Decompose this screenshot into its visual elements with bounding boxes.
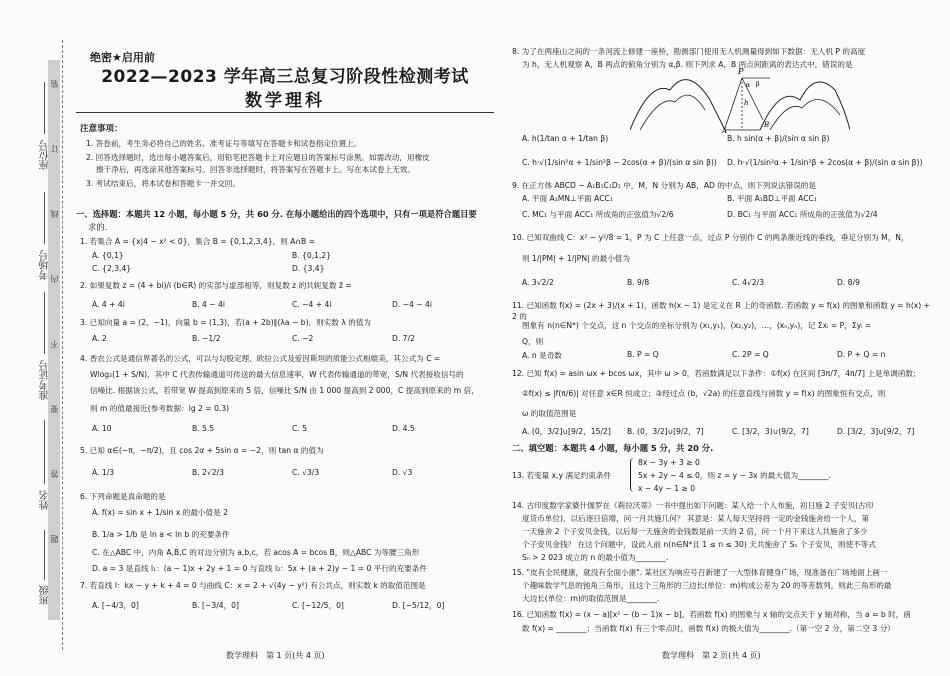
q1-option-b: B. {0,1,2}	[292, 251, 332, 260]
notes-heading: 注意事项：	[80, 124, 123, 134]
q4-option-d: D. 4.5	[392, 424, 415, 433]
q1-option-a: A. {0,1}	[92, 251, 124, 260]
question-4-stem-cont: 则 m 的值最接近(参考数据：lg 2 = 0.3)	[90, 404, 230, 413]
note-item: 3. 考试结束后，将本试卷和答题卡一并交回。	[86, 179, 240, 188]
note-item: 2. 回答选择题时，选出每小题答案后，用铅笔把答题卡上对应题目的答案标号涂黑。如需改动，用橡皮	[86, 153, 430, 162]
bar-label: 要	[50, 405, 59, 413]
question-13-stem: 13. 若变量 x,y 满足约束条件	[512, 471, 612, 480]
bar-label: 内	[50, 275, 59, 283]
q12-option-d: D. [3/2，3]∪[9/2，7]	[837, 427, 915, 436]
q4-option-c: C. 5	[292, 424, 307, 433]
q3-option-b: B. −1/2	[192, 334, 221, 343]
fig-label-a: A	[722, 127, 728, 134]
fig-label-p: P	[738, 67, 744, 76]
field-label-name: 姓名	[40, 490, 51, 510]
q10-option-c: C. 4√2/3	[732, 278, 765, 287]
field-line	[44, 82, 45, 134]
q8-option-a: A. h(1/tan α + 1/tan β)	[522, 134, 609, 143]
note-item: 1. 答卷前，考生务必将自己的姓名、准考证号等填写在答题卡和试卷指定位置上。	[86, 139, 362, 148]
q6-option-d: D. a = 3 是直线 l₁：(a − 1)x + 2y + 1 = 0 与直线 l₂：5x + (a + 2)y − 1 = 0 平行的充要条件	[92, 564, 427, 573]
question-12-stem: 12. 已知 f(x) = asin ωx + bcos ωx，其中 ω > 0，若函数满足以下条件：①f(x) 在区间 [3π/7，4π/7] 上是单调函数；	[512, 369, 921, 378]
q8-option-d: D. h·√(1/sin²α + 1/sin²β + 2cos(α + β)/(sin α sin β))	[727, 158, 923, 167]
bar-label: 题	[50, 535, 59, 543]
q2-option-b: B. 4 − 4i	[192, 300, 226, 309]
question-10-stem: 10. 已知双曲线 C：x² − y²/8 = 1，P 为 C 上任意一点，过点 P 分别作 C 的两条渐近线的垂线，垂足分别为 M，N，	[512, 233, 909, 242]
question-12-stem-cont: ω 的取值范围是	[522, 409, 577, 418]
section-1-heading-cont: 求的.	[88, 222, 108, 232]
question-9-stem: 9. 在正方体 ABCD − A₁B₁C₁D₁ 中，M，N 分别为 AB，AD 的中点，则下列说法错误的是	[512, 181, 816, 190]
q7-option-d: D. [−5/12，0]	[392, 601, 445, 610]
question-4-stem-cont: Wlog₂(1 + S/N)，其中 C 代表传输通道可传送的最大信息速率，W 代表传输通道的带宽，S/N 代表接收信号的	[90, 370, 464, 379]
question-14-line: 14. 古印度数学家婆什伽罗在《莉拉沃蒂》一书中提出如下问题：某人给一个人布施，初日施 2 子安贝(古印	[512, 501, 874, 510]
fig-label-beta: β	[756, 81, 760, 88]
q6-option-c: C. 在△ABC 中，内角 A,B,C 的对边分别为 a,b,c，若 acos A = bcos B，则△ABC 为等腰三角形	[92, 548, 420, 557]
q2-option-a: A. 4 + 4i	[92, 300, 125, 309]
bar-label: 订	[50, 145, 59, 153]
left-mountain-inner	[640, 95, 705, 130]
q2-option-d: D. −4 − 4i	[392, 300, 433, 309]
field-label-exam-id: 准考证号	[40, 360, 51, 400]
section-2-heading: 二、填空题：本题共 4 小题，每小题 5 分，共 20 分.	[512, 443, 714, 453]
q7-option-a: A. [−4/3，0]	[92, 601, 139, 610]
question-16-line: 数 f(x) = ________；当函数 f(x) 有三个零点时，函数 f(x) 的极大值为________.（第一空 2 分，第二空 3 分）	[522, 624, 895, 633]
q5-option-a: A. 1/3	[92, 468, 115, 477]
question-11-stem: 11. 已知函数 f(x) = (2x + 3)/(x + 1)，函数 h(x − 1) 是定义在 R 上的奇函数. 若函数 y = f(x) 的图象和函数 y = h(x) + 2 的	[512, 301, 931, 321]
q4-option-a: A. 10	[92, 424, 112, 433]
question-6-stem: 6. 下列命题是真命题的是	[80, 492, 166, 501]
q10-option-a: A. 3√2/2	[522, 278, 554, 287]
question-11-stem-cont: Q，则	[522, 337, 544, 346]
q6-option-b: B. 1/a > 1/b 是 ln a < ln b 的充要条件	[92, 530, 230, 539]
right-mountain-inner	[770, 99, 840, 130]
q12-option-a: A. (0，3/2]∪[9/2，15/2]	[522, 427, 611, 436]
sight-line-pa	[725, 78, 742, 128]
question-15-line: 个趣味数学气息的钝角三角形，且这个三角形的三边长(单位：m)构成公差为 20 的等差数列，则此三角形的最	[522, 581, 892, 590]
q11-option-a: A. n 是奇数	[522, 351, 562, 360]
q13-constraint-2: 5x + 2y − 4 ≤ 0，则 z = y − 3x 的最大值为________.	[638, 471, 831, 480]
mountain-bridge-figure	[630, 60, 850, 134]
q11-option-d: D. P + Q = n	[837, 350, 886, 359]
q8-option-c: C. h·√(1/sin²α + 1/sin²β − 2cos(α + β)/(sin α sin β))	[522, 158, 717, 167]
q5-option-b: B. 2√2/3	[192, 468, 224, 477]
question-8-stem: 8. 为了在两座山之间的一条河流上修建一座桥，勘测部门使用无人机测量得到如下数据：无人机 P 的高度	[512, 47, 866, 56]
field-line	[44, 420, 45, 484]
q9-option-c: C. MC₁ 与平面 ACC₁ 所成角的正弦值为√2/6	[522, 210, 674, 219]
question-8-stem-cont: 为 h，无人机观察 A，B 两点的俯角分别为 α,β. 则下列求 A，B 两点间距离的表达式中，错误的是	[522, 60, 853, 69]
q10-option-d: D. 8/9	[837, 278, 860, 287]
question-12-stem-cont: ②f(x) ≤ |f(π/6)| 对任意 x∈R 恒成立；③经过点 (b，√2a) 的任意直线与函数 y = f(x) 的图象恒有交点，则	[522, 389, 886, 398]
question-15-line: 大边长(单位：m)的取值范围是________.	[522, 594, 660, 603]
question-2-stem: 2. 如果复数 z = (4 + bi)/i (b∈R) 的实部与虚部相等，则复数 z 的共轭复数 z̄ =	[80, 281, 352, 290]
field-label-seat: 座位号	[40, 140, 51, 170]
question-14-line: 个子安贝金钱？ 在这个问题中，设此人前 n(n∈N*且 1 ≤ n ≤ 30) 天共施舍了 Sₙ 个子安贝，则使不等式	[522, 540, 876, 549]
q10-option-b: B. 9/8	[627, 278, 650, 287]
field-line	[44, 192, 45, 244]
question-11-stem-cont: 图象有 n(n∈N*) 个交点，这 n 个交点的坐标分别为 (x₁,y₁)，(x₂,y₂)，…，(xₙ,yₙ)，记 Σxᵢ = P，Σyᵢ =	[522, 321, 872, 330]
question-14-line: 一天施舍 2 个子安贝金钱，以后每一天施舍的金钱数是前一天的 2 倍，问一个月下来这人共施舍了多少	[522, 527, 868, 536]
q7-option-c: C. [−12/5，0]	[292, 601, 344, 610]
q5-option-d: D. √3	[392, 468, 413, 477]
q1-option-c: C. {2,3,4}	[92, 264, 132, 273]
q3-option-c: C. −2	[292, 334, 314, 343]
bar-label: 答	[50, 470, 59, 478]
q4-option-b: B. 5.5	[192, 424, 215, 433]
note-item: 擦干净后，再选涂其他答案标号。回答非选择题时，将答案写在答题卡上。写在本试卷上无效。	[96, 165, 415, 174]
question-14-line: Sₙ > 2 023 成立的 n 的最小值为________.	[522, 553, 669, 562]
q13-constraint-3: x − 4y − 1 ≥ 0	[638, 484, 696, 493]
fig-label-b: B	[764, 121, 770, 129]
question-16-line: 16. 已知函数 f(x) = (x − a)[x² − (b − 1)x − b]，若函数 f(x) 的图象与 x 轴的交点关于 y 轴对称，当 a = b 时，函	[512, 610, 911, 619]
question-1-stem: 1. 若集合 A = {x|4 − x² < 0}，集合 B = {0,1,2,3,4}，则 A∩B =	[80, 237, 315, 246]
q8-option-b: B. h sin(α + β)/(sin α sin β)	[727, 134, 830, 143]
field-line	[44, 292, 45, 354]
q1-option-d: D. {3,4}	[292, 264, 325, 273]
page-footer-right: 数学理科 第 2 页(共 4 页)	[662, 651, 761, 660]
right-column	[512, 0, 937, 676]
fig-label-alpha: α	[746, 82, 751, 89]
question-15-line: 15. "皮有全民健康，就没有全面小康". 某社区为响应号召新建了一大型体育健身广场，现准备在广场地面上画一	[512, 568, 888, 577]
q3-option-a: A. 2	[92, 334, 107, 343]
bar-label: 不	[50, 340, 59, 348]
q13-constraint-1: 8x − 3y + 3 ≥ 0	[638, 458, 700, 467]
exam-title: 2022—2023 学年高三总复习阶段性检测考试	[101, 67, 469, 87]
question-7-stem: 7. 若直线 l：kx − y + k + 4 = 0 与曲线 C：x = 2 + √(4y − y²) 有公共点，则实数 k 的取值范围是	[80, 581, 426, 590]
title-rule	[76, 112, 494, 113]
page-footer-left: 数学理科 第 1 页(共 4 页)	[226, 651, 325, 660]
question-10-stem-cont: 则 1/|PM| + 1/|PN| 的最小值为	[522, 254, 630, 263]
q12-option-b: B. (0，3/2]∪[9/2，7]	[627, 427, 704, 436]
bar-label: 线	[50, 210, 59, 218]
section-1-heading: 一、选择题：本题共 12 小题，每小题 5 分，共 60 分. 在每小题给出的四个选项中，只有一项是符合题目要	[76, 209, 477, 219]
q9-option-d: D. BC₁ 与平面 ACC₁ 所成角的正弦值为√2/4	[727, 210, 878, 219]
question-4-stem: 4. 香农公式是通信界著名的公式，可以与勾股定理、欧拉公式及爱因斯坦的质能公式相媲美，其公式为 C =	[80, 354, 441, 363]
secret-label: 绝密★启用前	[90, 51, 155, 64]
question-5-stem: 5. 已知 α∈(−π，−π/2)，且 cos 2α + 5sin α = −2，则 tan α 的值为	[80, 446, 324, 455]
question-4-stem-cont: 信噪比. 根据该公式，若带宽 W 提高到原来的 5 倍，信噪比 S/N 由 1 000 提高到 2 000，C 提高到原来的 m 倍，	[90, 386, 479, 395]
binding-dashed-line	[62, 40, 63, 650]
field-label-class: 班级	[40, 585, 51, 605]
q2-option-c: C. −4 + 4i	[292, 300, 332, 309]
q5-option-c: C. √3/3	[292, 468, 320, 477]
field-label-room: 考场号	[40, 250, 51, 280]
q11-option-c: C. 2P = Q	[732, 350, 769, 359]
q11-option-b: B. P = Q	[627, 350, 659, 359]
exam-subject: 数学理科	[245, 91, 325, 111]
q12-option-c: C. [3/2，3)∪(9/2，7]	[732, 427, 809, 436]
q3-option-d: D. 7/2	[392, 334, 415, 343]
fig-label-h: h	[744, 99, 749, 107]
field-line	[44, 530, 45, 580]
left-column	[76, 0, 494, 676]
q13-brace	[630, 458, 637, 492]
q6-option-a: A. f(x) = sin x + 1/sin x 的最小值是 2	[92, 508, 228, 517]
binding-strip	[0, 0, 68, 676]
q9-option-b: B. 平面 A₁BD⊥平面 ACC₁	[727, 194, 817, 203]
right-mountain-outline	[760, 82, 850, 130]
q7-option-b: B. [−3/4，0]	[192, 601, 239, 610]
bar-label: 装	[50, 80, 59, 88]
question-14-line: 度货币单位)，以后逐日倍增，问一月共施几何？ 其意是：某人每天坚持将一定的金钱施舍给一个人，第	[522, 514, 870, 523]
q9-option-a: A. 平面 A₁MN⊥平面 ACC₁	[522, 194, 613, 203]
question-3-stem: 3. 已知向量 a = (2，−1)，向量 b = (1,3)，若(a + 2b)∥(λa − b)，则实数 λ 的值为	[80, 318, 372, 327]
